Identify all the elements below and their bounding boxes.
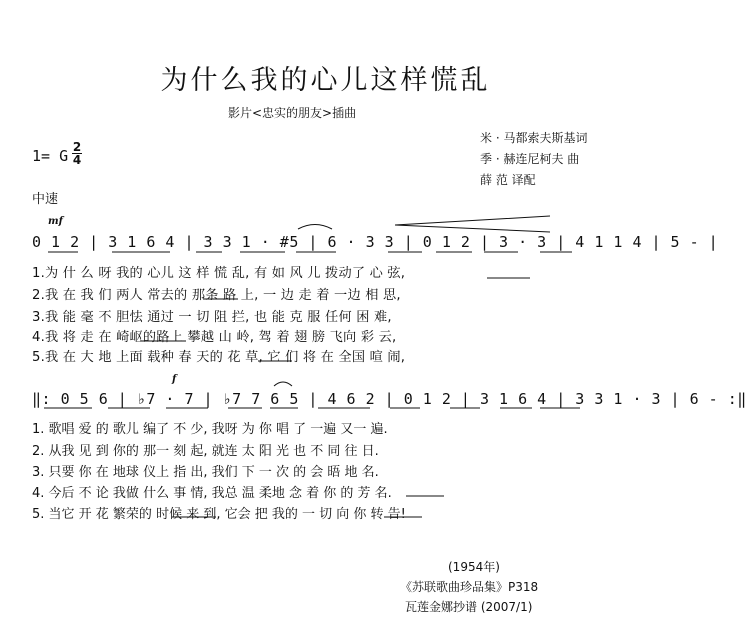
time-signature-top: 2 <box>72 140 82 154</box>
lyric-line-1-verse-1: 1.为 什 么 呀 我的 心儿 这 样 慌 乱, 有 如 风 儿 拨动了 心 弦, <box>32 266 406 281</box>
lyric-line-2-verse-4: 4. 今后 不 论 我做 什么 事 情, 我总 温 柔地 念 着 你 的 芳 名. <box>32 486 392 501</box>
slur-2 <box>274 382 292 386</box>
lyric-line-2-verse-2: 2. 从我 见 到 你的 那一 刻 起, 就连 太 阳 光 也 不 同 往 日. <box>32 444 379 459</box>
lyric-line-1-verse-3: 3.我 能 毫 不 胆怯 通过 一 切 阻 拦, 也 能 克 服 任何 困 难, <box>32 310 392 325</box>
dynamic-f: f <box>172 374 177 385</box>
song-title: 为什么我的心儿这样慌乱 <box>160 65 491 96</box>
key-signature: 1= G <box>32 147 69 165</box>
lyric-line-2-verse-3: 3. 只要 你 在 地球 仪上 指 出, 我们 下 一 次 的 会 晤 地 名. <box>32 465 379 480</box>
footer-copyist: 瓦莲金娜抄谱 (2007/1) <box>405 600 533 614</box>
lyric-line-2-verse-5: 5. 当它 开 花 繁荣的 时候 来 到, 它会 把 我的 一 切 向 你 转 告! <box>32 507 406 522</box>
time-signature <box>72 141 82 166</box>
slur-1 <box>298 225 332 230</box>
notation-line-1: 0 1 2 | 3 1 6 4 | 3 3 1 · #5 | 6 · 3 3 | 0 1 2 | 3 · 3 | 4 1 1 4 | 5 - | <box>32 233 719 251</box>
notation-line-2: ‖: 0 5 6 | ♭7 · 7 | ♭7 7 6 5 | 4 6 2 | 0 1 2 | 3 1 6 4 | 3 3 1 · 3 | 6 - :‖ <box>32 390 747 408</box>
lyric-line-1-verse-2: 2.我 在 我 们 两人 常去的 那条 路 上, 一 边 走 着 一边 相 思, <box>32 288 401 303</box>
dynamic-mf: mf <box>48 216 63 227</box>
translator-credit: 薛 范 译配 <box>480 173 536 187</box>
crescendo-hairpin <box>395 216 550 232</box>
time-signature-bottom: 4 <box>72 153 82 167</box>
composer-credit: 季 · 赫连尼柯夫 曲 <box>480 152 580 166</box>
footer-source: 《苏联歌曲珍品集》P318 <box>400 580 539 594</box>
song-subtitle: 影片<忠实的朋友>插曲 <box>228 106 357 120</box>
lyricist-credit: 米 · 马都索夫斯基词 <box>480 131 588 145</box>
lyric-line-1-verse-4: 4.我 将 走 在 崎岖的路上 攀越 山 岭, 驾 着 翅 膀 飞向 彩 云, <box>32 330 397 345</box>
lyric-line-2-verse-1: 1. 歌唱 爱 的 歌儿 编了 不 少, 我呀 为 你 唱 了 一遍 又一 遍. <box>32 422 388 437</box>
lyric-line-1-verse-5: 5.我 在 大 地 上面 载种 春 天的 花 草, 它 们 将 在 全国 喧 闹, <box>32 350 406 365</box>
tempo-marking: 中速 <box>32 192 59 207</box>
footer-year: (1954年) <box>448 560 500 574</box>
